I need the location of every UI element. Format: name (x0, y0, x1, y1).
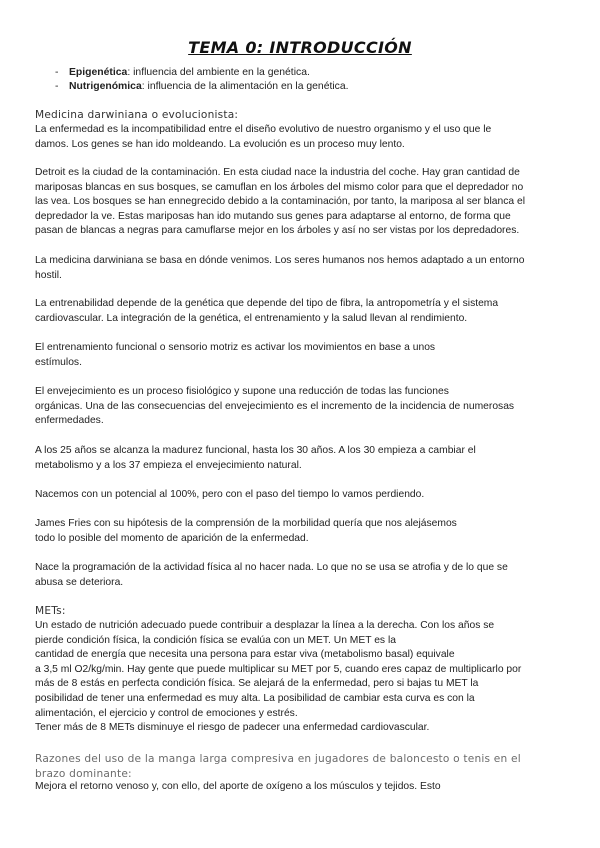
definition: : influencia de la alimentación en la genética. (141, 81, 349, 92)
text-line: Mejora el retorno venoso y, con ello, del aporte de oxígeno a los músculos y tejidos. Esto (35, 781, 441, 792)
text-line: El entrenamiento funcional o sensorio motriz es activar los movimientos en base a unos (35, 342, 436, 353)
paragraph (35, 341, 573, 370)
term: Epigenética (69, 67, 128, 78)
text-line: La medicina darwiniana se basa en dónde venimos. Los seres humanos nos hemos adaptado a un entorno (35, 255, 525, 266)
paragraph (35, 517, 573, 546)
section-heading-darwin: Medicina darwiniana o evolucionista: (35, 109, 239, 121)
list-item (55, 66, 349, 80)
text-line: a 3,5 ml O2/kg/min. Hay gente que puede multiplicar su MET por 5, cuando eres capaz de multiplicarlo por (35, 663, 522, 675)
text-line: abusa se deteriora. (35, 576, 124, 588)
paragraph (35, 444, 573, 473)
text-line: metabolismo y a los 37 empieza el envejecimiento natural. (35, 459, 302, 471)
paragraph (35, 780, 573, 795)
paragraph (35, 619, 573, 736)
text-line: todo lo posible del momento de aparición de la enfermedad. (35, 532, 309, 544)
text-line: pierde condición física, la condición física se evalúa con un MET. Un MET es la (35, 634, 396, 646)
list-item (55, 80, 349, 94)
text-line: mariposas blancas en sus bosques, se camuflan en los árboles del mismo color para que el depredador no (35, 181, 524, 193)
term: Nutrigenómica (69, 81, 142, 92)
section-heading-mets: METs: (35, 605, 66, 617)
bullet-dash: - (55, 81, 59, 92)
paragraph (35, 166, 573, 239)
text-line: posibilidad de tener una enfermedad es muy alta. La posibilidad de cambiar esta curva es con la (35, 692, 475, 704)
text-line: pasan de blancas a negras para camuflarse mejor en los árboles y así no ser vistas por los depredadores. (35, 225, 520, 237)
text-line: estímulos. (35, 356, 82, 368)
text-line: Nacemos con un potencial al 100%, pero con el paso del tiempo lo vamos perdiendo. (35, 489, 425, 500)
definition: : influencia del ambiente en la genética. (127, 67, 310, 78)
text-line: Nace la programación de la actividad física al no hacer nada. Lo que no se usa se atrofia y de lo que se (35, 562, 508, 573)
paragraph (35, 123, 573, 152)
text-line: orgánicas. Una de las consecuencias del envejecimiento es el incremento de la incidencia de numerosas (35, 400, 515, 412)
paragraph (35, 488, 573, 503)
paragraph (35, 385, 573, 429)
text-line: más de 8 estás en perfecta condición física. Se alejará de la enfermedad, pero si bajas tu MET la (35, 678, 479, 690)
text-line: El envejecimiento es un proceso fisiológico y supone una reducción de todas las funciones (35, 386, 449, 397)
text-line: damos. Los genes se han ido moldeando. La evolución es un proceso muy lento. (35, 138, 405, 150)
paragraph (35, 297, 573, 326)
heading-line: brazo dominante: (35, 767, 132, 780)
text-line: Detroit es la ciudad de la contaminación. En esta ciudad nace la industria del coche. Hay gran cantidad de (35, 167, 520, 178)
section-heading-manga (35, 752, 575, 781)
page-title: TEMA 0: INTRODUCCIÓN (188, 38, 412, 57)
text-line: cardiovascular. La integración de la genética, el entrenamiento y la salud llevan al rendimiento. (35, 312, 468, 324)
text-line: Tener más de 8 METs disminuye el riesgo de padecer una enfermedad cardiovascular. (35, 722, 430, 734)
bullet-dash: - (55, 67, 59, 78)
text-line: La enfermedad es la incompatibilidad entre el diseño evolutivo de nuestro organismo y el uso que le (35, 124, 492, 135)
text-line: cantidad de energía que necesita una persona para estar viva (metabolismo basal) equivale (35, 649, 455, 661)
text-line: A los 25 años se alcanza la madurez funcional, hasta los 30 años. A los 30 empieza a cambiar el (35, 445, 476, 456)
text-line: La entrenabilidad depende de la genética que depende del tipo de fibra, la antropometría y el sistema (35, 298, 499, 309)
paragraph (35, 561, 573, 590)
text-line: hostil. (35, 269, 62, 281)
paragraph (35, 254, 573, 283)
text-line: James Fries con su hipótesis de la comprensión de la morbilidad quería que nos alejásemos (35, 518, 457, 529)
definition-list (55, 66, 349, 94)
text-line: Un estado de nutrición adecuado puede contribuir a desplazar la línea a la derecha. Con los años se (35, 620, 495, 631)
text-line: enfermedades. (35, 415, 104, 427)
text-line: las vea. Los bosques se han ennegrecido debido a la contaminación, por tanto, la mariposa al ser blanca el (35, 196, 525, 208)
text-line: alimentación, el ejercicio y control de emociones y estrés. (35, 707, 298, 719)
text-line: depredador la ve. Estas mariposas han ido mutando sus genes para adaptarse al entorno, de forma que (35, 210, 511, 222)
heading-line: Razones del uso de la manga larga compresiva en jugadores de baloncesto o tenis en el (35, 753, 521, 765)
